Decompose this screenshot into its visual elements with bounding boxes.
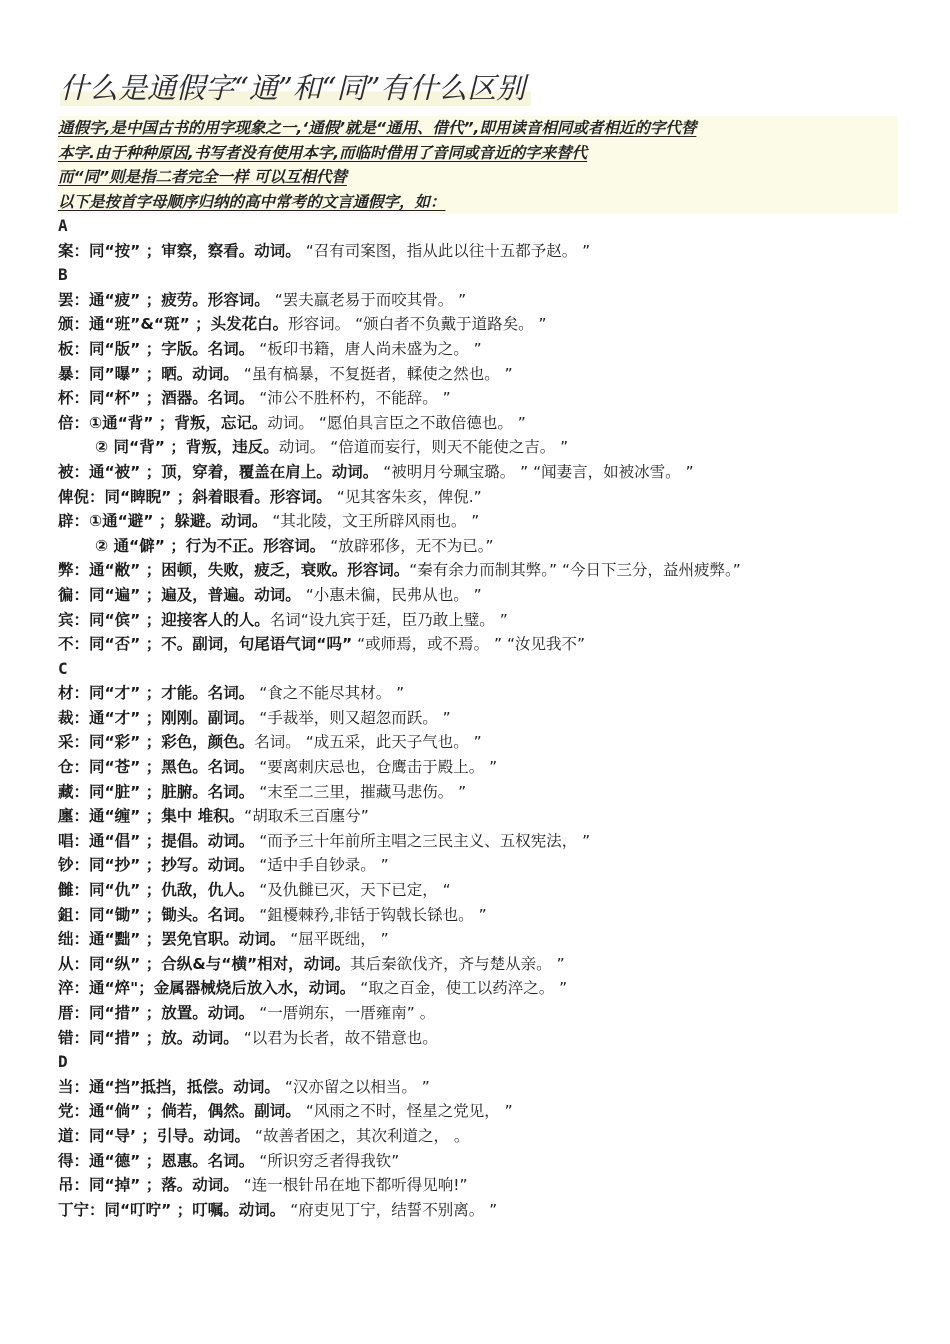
section-letter: D [58,1052,68,1072]
entry-example: “罢夫羸老易于而咬其骨。 ” [269,290,467,309]
entry-example: “被明月兮珮宝璐。 ” “闻妻言，如被冰雪。 ” [378,462,694,481]
entry-headword: ② 同“背” ；背叛，违反。 [95,438,279,457]
entry-example: 形容词。 “颁白者不负戴于道路矣。 ” [288,315,547,334]
entry-example: “连一根针吊在地下都听得见响!” [238,1176,468,1195]
entry-row [58,1173,898,1198]
entry-row [58,903,898,928]
entry-example: “风雨之不时，怪星之党见， ” [300,1102,513,1121]
entry-example: “及仇雠已灭，天下已定， “ [254,881,451,900]
entry-headword: 被：通“被” ；顶，穿着，覆盖在肩上。动词。 [58,462,379,481]
entry-row [58,509,898,534]
entry-headword: 廛：通“缠” ；集中 堆积。 [58,807,245,826]
entry-row [58,976,898,1001]
entry-headword: 厝：同“措” ；放置。动词。 [58,1004,255,1022]
entry-headword: 仓：同“苍” ；黑色。名词。 [58,758,255,777]
entry-headword: 罢：通“疲” ；疲劳。形容词。 [58,290,270,309]
entry-row [58,1124,898,1149]
entry-list [58,214,898,1222]
entry-row [58,386,898,411]
entry-example: “适中手自钞录。 ” [254,856,389,875]
entry-row [58,730,898,755]
entry-example: “屈平既绌， ” [285,930,389,949]
entry-example: “其北陵，文王所辟风雨也。 ” [267,512,480,531]
entry-row [58,485,898,510]
entry-example: 名词。 “成五采，此天子气也。 ” [254,733,482,752]
entry-example: “鉏櫌棘矜,非铦于钩戟长铩也。 ” [254,905,487,924]
entry-row [58,780,898,805]
entry-headword: 不：同“否” ；不。副词，句尾语气词“吗” [58,635,353,654]
entry-row [58,706,898,731]
entry-row [58,853,898,878]
entry-headword: 杯：同“杯” ；酒器。名词。 [58,389,255,408]
entry-example: “胡取禾三百廛兮” [244,807,369,826]
section-letter: C [58,658,68,678]
entry-row [58,1198,898,1223]
entry-headword: 从：同“纵” ；合纵&与“横”相对，动词。 [58,954,351,973]
entry-row [58,1001,898,1026]
entry-row [58,288,898,313]
entry-row [58,583,898,608]
entry-example: “府吏见丁宁，结誓不别离。 ” [285,1200,498,1219]
entry-headword: 错：同“措” ；放。动词。 [58,1028,239,1047]
entry-headword: 裁：通“才” ；刚刚。副词。 [58,708,255,727]
entry-row [58,435,898,460]
entry-row [58,878,898,903]
entry-row [58,952,898,977]
entry-row [58,755,898,780]
entry-headword: 淬：通“焠"；金属器械烧后放入水，动词。 [58,979,356,998]
section-letter: B [58,265,68,285]
entry-headword: 雠：同“仇” ；仇敌，仇人。 [58,881,255,900]
entry-headword: 唱：通“倡” ；提倡。动词。 [58,831,255,850]
entry-example: “小惠未徧，民弗从也。 ” [300,585,482,604]
entry-row [58,411,898,436]
entry-headword: 得：通“德” ；恩惠。名词。 [58,1151,255,1170]
entry-row [58,1149,898,1174]
entry-headword: 材：同“才” ；才能。名词。 [58,684,255,703]
entry-example: “取之百金，使工以药淬之。 ” [355,979,568,998]
entry-row [58,632,898,657]
entry-example: 动词。 “倍道而妄行，则天不能使之吉。 ” [278,438,569,457]
entry-example: “所识穷乏者得我钦” [254,1151,400,1170]
entry-example: 动词。 “愿伯具言臣之不敢倍德也。 ” [267,413,526,432]
entry-row [58,804,898,829]
entry-example: “或师焉，或不焉。 ” “汝见我不” [352,635,586,654]
entry-headword: 弊：通“敝” ；困顿，失败，疲乏，衰败。形容词。 [58,561,410,580]
entry-example: 名词“设九宾于廷，臣乃敢上璧。 ” [269,610,508,629]
entry-headword: 俾倪：同“睥睨” ；斜着眼看。形容词。 [58,487,332,506]
entry-headword: ② 通“僻” ；行为不正。形容词。 [95,536,326,555]
entry-example: “食之不能尽其材。 ” [254,684,405,703]
entry-headword: 采：同“彩” ；彩色，颜色。 [58,733,255,752]
section-letter: A [58,216,68,235]
entry-example: “放辟邪侈，无不为已。” [325,536,494,555]
entry-headword: 鉏：同“锄” ；锄头。名词。 [58,905,255,924]
entry-row [58,608,898,633]
entry-example: “沛公不胜杯杓，不能辞。 ” [254,389,451,408]
entry-headword: 丁宁：同“叮咛” ；叮嘱。动词。 [58,1200,286,1219]
entry-row [58,337,898,362]
entry-headword: 党：通“倘” ；倘若，偶然。副词。 [58,1102,301,1121]
entry-headword: 暴：同”曝” ；晒。动词。 [58,364,239,383]
entry-headword: 当：通“挡”抵挡，抵偿。动词。 [58,1077,280,1096]
entry-example: “而予三十年前所主唱之三民主义、五权宪法， ” [254,831,591,850]
intro-line [58,116,898,141]
intro-text: 而“同”则是指二者完全一样 可以互相代替 [58,168,347,186]
entry-row [58,1026,898,1051]
entry-headword: 宾：同“傧” ；迎接客人的人。 [58,610,270,629]
entry-example: “手裁举，则又超忽而跃。 ” [254,708,451,727]
entry-headword: 绌：通“黜” ；罢免官职。动词。 [58,930,286,949]
intro-text: 以下是按首字母顺序归纳的高中常考的文言通假字，如： [58,192,446,211]
entry-example: “见其客朱亥，俾倪.” [331,487,482,506]
entry-row [58,312,898,337]
entry-headword: 辟：①通“避” ；躲避。动词。 [58,512,268,531]
entry-row [58,460,898,485]
entry-headword: 钞：同“抄” ；抄写。动词。 [58,856,255,875]
intro-text: 本字.由于种种原因,书写者没有使用本字,而临时借用了音同或音近的字来替代 [58,143,588,162]
intro-paragraph [58,116,898,214]
entry-headword: 道：同“导’ ；引导。动词。 [58,1126,250,1145]
entry-headword: 倍：①通“背” ；背叛，忘记。 [58,413,268,432]
entry-example: 其后秦欲伐齐，齐与楚从亲。 ” [350,954,565,973]
entry-row [58,534,898,559]
entry-headword: 板：同“版” ；字版。名词。 [58,339,255,358]
entry-example: “末至二三里，摧藏马悲伤。 ” [254,782,467,801]
entry-headword: 藏：同“脏” ；脏腑。名词。 [58,782,255,801]
entry-example: “召有司案图，指从此以往十五都予赵。 ” [300,241,591,260]
entry-row [58,558,898,583]
intro-line [58,190,898,215]
entry-row [58,1099,898,1124]
intro-text: 通假字,是中国古书的用字现象之一,‘通假’就是“通用、借代”,即用读音相同或者相近的字代替 [58,119,697,137]
entry-example: “一厝朔东，一厝雍南” 。 [254,1004,436,1022]
entry-example: “要离刺庆忌也，仓鹰击于殿上。 ” [254,758,498,777]
entry-example: “秦有余力而制其弊。” “今日下三分，益州疲弊。” [409,561,741,580]
entry-row [58,681,898,706]
document-body [58,70,898,1222]
entry-example: “以君为长者，故不错意也。 [238,1028,438,1047]
entry-example: “汉亦留之以相当。 ” [279,1077,430,1096]
entry-headword: 案：同“按” ；审察，察看。动词。 [58,241,301,260]
entry-row [58,239,898,264]
entry-row [58,1075,898,1100]
entry-headword: 吊：同“掉” ；落。动词。 [58,1176,239,1195]
entry-row [58,362,898,387]
entry-row [58,927,898,952]
intro-line [58,141,898,166]
entry-headword: 徧：同“遍” ；遍及，普遍。动词。 [58,585,301,604]
entry-example: “故善者困之，其次利道之， 。 [249,1126,470,1145]
entry-row [58,829,898,854]
entry-example: “虽有槁暴，不复挺者，輮使之然也。 ” [238,364,513,383]
page-title: 什么是通假字“通”和“同”有什么区别 [60,70,531,106]
entry-headword: 颁：通“班”&“斑” ；头发花白。 [58,315,289,334]
intro-line [58,165,898,190]
entry-example: “板印书籍，唐人尚未盛为之。 ” [254,339,482,358]
